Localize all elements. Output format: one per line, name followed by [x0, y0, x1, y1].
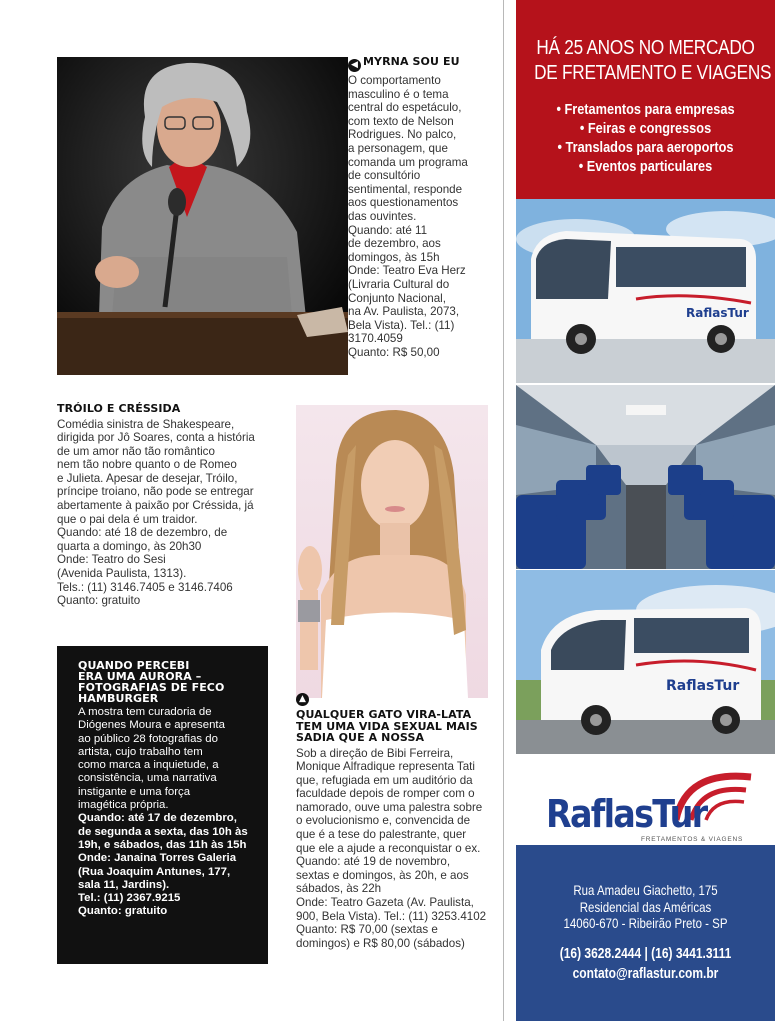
ad-phones: (16) 3628.2444 | (16) 3441.3111 [559, 944, 732, 962]
gato-text-line: domingos) e R$ 80,00 (sábados) [296, 936, 465, 950]
troilo-text-line: dirigida por Jô Soares, conta a história [57, 431, 255, 445]
raflastur-ad [516, 0, 775, 1021]
myrna-text-line: de consultório [348, 169, 421, 183]
aurora-text-line: instigante e uma força [78, 785, 191, 798]
article-aurora-title: QUANDO PERCEBI ERA UMA AURORA – FOTOGRAFIAS DE FECO HAMBURGER [78, 659, 225, 705]
arrow-left-icon: ◀ [348, 59, 361, 72]
myrna-text-line: masculino é o tema [348, 87, 449, 101]
troilo-text-line: Onde: Teatro do Sesi [57, 553, 166, 567]
aurora-text-line: Diógenes Moura e apresenta [78, 719, 225, 732]
myrna-text-line: com texto de Nelson [348, 114, 454, 128]
gato-text-line: Quando: até 19 de novembro, [296, 855, 451, 869]
troilo-text-line: e Julieta. Apesar de desejar, Tróilo, [57, 471, 238, 485]
troilo-text-line: nem tão nobre quanto o de Romeo [57, 458, 237, 472]
ad-bullet: • Eventos particulares [535, 157, 755, 176]
ad-headline: HÁ 25 ANOS NO MERCADO DE FRETAMENTO E VIAGENS [534, 37, 772, 84]
gato-text-line: Monique Alfradique representa Tati [296, 760, 475, 774]
myrna-text-line: domingos, às 15h [348, 250, 440, 264]
aurora-info-line: Tel.: (11) 2367.9215 [78, 892, 181, 905]
ad-contact-panel [516, 845, 775, 1021]
troilo-text-line: Quando: até 18 de dezembro, de [57, 526, 228, 540]
myrna-text-line: Quanto: R$ 50,00 [348, 345, 440, 359]
arrow-up-icon: ▲ [296, 693, 309, 706]
aurora-info-line: 19h, e sábados, das 11h às 15h [78, 838, 247, 851]
gato-text-line: que é a tese do palestrante, quer [296, 828, 467, 842]
article-gato [296, 693, 501, 950]
troilo-text-line: príncipe troiano, não pode se entregar [57, 485, 254, 499]
myrna-text-line: de dezembro, aos [348, 237, 441, 251]
troilo-text-line: Comédia sinistra de Shakespeare, [57, 417, 235, 431]
myrna-text-line: (Livraria Cultural do [348, 277, 450, 291]
myrna-text-line: O comportamento [348, 74, 441, 87]
bus-photo-van [516, 570, 775, 754]
gato-text-line: namorado, ouve uma palestra sobre [296, 800, 483, 814]
ad-email: contato@raflastur.com.br [572, 964, 719, 982]
aurora-text-line: A mostra tem curadoria de [78, 706, 212, 718]
aurora-info-line: Quando: até 17 de dezembro, [78, 812, 237, 825]
ad-bullet: • Fretamentos para empresas [535, 100, 755, 119]
troilo-text-line: de um amor não tão romântico [57, 444, 215, 458]
myrna-text-line: comanda um programa [348, 155, 468, 169]
article-myrna-title: ◀ MYRNA SOU EU [348, 56, 498, 72]
column-divider [503, 0, 504, 1021]
ad-contact-info [542, 944, 749, 984]
monique-photo [296, 405, 488, 698]
troilo-text-line: que o pai dela é um traidor. [57, 512, 198, 526]
myrna-text-line: Quando: até 11 [348, 223, 428, 237]
aurora-info-line: (Rua Joaquim Antunes, 177, [78, 865, 231, 878]
aurora-info-line: de segunda a sexta, das 10h às [78, 825, 248, 838]
gato-text-line: 900, Bela Vista). Tel.: (11) 3253.4102 [296, 909, 487, 923]
myrna-text-line: Bela Vista). Tel.: (11) [348, 318, 455, 332]
ad-bullet-list [535, 100, 755, 176]
aurora-text-line: imagética própria. [78, 799, 169, 812]
article-troilo [57, 403, 272, 608]
aurora-text-line: consistência, uma narrativa [78, 772, 217, 785]
gato-text-line: Quanto: R$ 70,00 (sextas e [296, 923, 438, 937]
ad-address: Rua Amadeu Giachetto, 175 Residencial das Américas 14060-670 - Ribeirão Preto - SP [563, 882, 728, 931]
myrna-text-line: aos questionamentos [348, 196, 459, 210]
logo-wordmark: RaflasTur [546, 792, 707, 836]
gato-text-line: o evolucionismo e, convencida de [296, 814, 471, 828]
van-brand-label: RaflasTur [666, 678, 740, 694]
troilo-text-line: quarta a domingo, às 20h30 [57, 539, 202, 553]
myrna-photo [57, 57, 348, 375]
gato-text-line: Onde: Teatro Gazeta (Av. Paulista, [296, 896, 474, 910]
myrna-text-line: central do espetáculo, [348, 101, 462, 115]
gato-text-line: que, refugiada em um auditório da [296, 773, 473, 787]
myrna-text-line: das ouvintes. [348, 209, 417, 223]
article-myrna [348, 56, 498, 359]
bus-brand-label: RaflasTur [686, 306, 749, 320]
ad-bullet: • Feiras e congressos [535, 119, 755, 138]
myrna-text-line: sentimental, responde [348, 182, 463, 196]
bus-photo-front [516, 199, 775, 383]
aurora-info-line: sala 11, Jardins). [78, 878, 170, 891]
troilo-text-line: Quanto: gratuito [57, 594, 141, 608]
aurora-text-line: como marca a inquietude, a [78, 759, 219, 772]
troilo-text-line: abertamente à paixão por Créssida, já [57, 499, 254, 513]
aurora-info-line: Onde: Janaina Torres Galeria [78, 852, 237, 865]
raflastur-logo [516, 755, 775, 845]
troilo-text-line: Tels.: (11) 3146.7405 e 3146.7406 [57, 580, 233, 594]
gato-text-line: sextas e domingos, às 20h, e aos [296, 868, 469, 882]
article-aurora [57, 646, 268, 964]
article-gato-title: QUALQUER GATO VIRA-LATA TEM UMA VIDA SEXUAL MAIS SADIA QUE A NOSSA [296, 708, 478, 744]
aurora-info-line: Quanto: gratuito [78, 905, 168, 918]
myrna-text-line: Rodrigues. No palco, [348, 128, 457, 142]
myrna-text-line: 3170.4059 [348, 332, 403, 346]
aurora-text-line: artista, cujo trabalho tem [78, 745, 203, 758]
gato-text-line: faculdade depois de romper com o [296, 787, 475, 801]
logo-tagline: FRETAMENTOS & VIAGENS [641, 836, 744, 843]
troilo-text-line: (Avenida Paulista, 1313). [57, 567, 187, 581]
myrna-text-line: a personagem, que [348, 141, 448, 155]
gato-text-line: sábados, às 22h [296, 882, 382, 896]
gato-text-line: que ele a ajude a reconquistar o ex. [296, 841, 481, 855]
gato-text-line: Sob a direção de Bibi Ferreira, [296, 746, 454, 760]
myrna-text-line: na Av. Paulista, 2073, [348, 305, 460, 319]
ad-headline-panel [516, 0, 775, 199]
article-troilo-title: TRÓILO E CRÉSSIDA [57, 402, 181, 415]
aurora-text-line: ao público 28 fotografias do [78, 732, 218, 745]
myrna-text-line: Onde: Teatro Eva Herz [348, 264, 466, 278]
bus-interior-photo [516, 385, 775, 569]
ad-bullet: • Translados para aeroportos [535, 138, 755, 157]
myrna-text-line: Conjunto Nacional, [348, 291, 446, 305]
